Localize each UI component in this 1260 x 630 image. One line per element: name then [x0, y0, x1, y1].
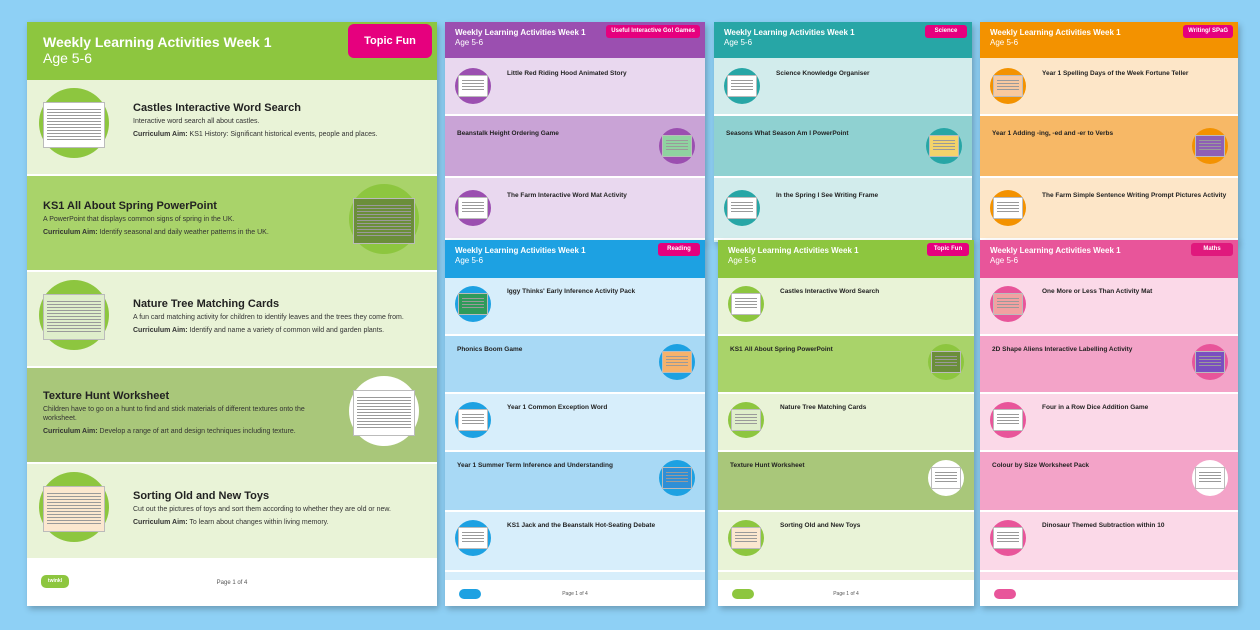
resource-preview-image [458, 409, 488, 431]
page-header [445, 240, 705, 278]
worksheet-reading [445, 240, 705, 606]
resource-preview-image [731, 527, 761, 549]
activity-row [980, 278, 1238, 336]
activity-row [718, 394, 974, 452]
age-label: Age 5-6 [455, 256, 484, 265]
resource-preview-image [731, 293, 761, 315]
resource-preview-image [458, 197, 488, 219]
resource-preview-image [662, 467, 692, 489]
activity-title: KS1 Jack and the Beanstalk Hot-Seating Debate [507, 522, 656, 529]
page-title: Weekly Learning Activities Week 1 [455, 246, 586, 255]
activity-row [27, 176, 437, 272]
activity-row [445, 116, 705, 178]
activity-row [27, 272, 437, 368]
activity-title: Nature Tree Matching Cards [780, 404, 867, 411]
activity-description: Cut out the pictures of toys and sort them according to whether they are old or new. [133, 506, 391, 513]
page-number: Page 1 of 4 [833, 591, 859, 597]
activity-row [718, 336, 974, 394]
activity-title: Year 1 Summer Term Inference and Understanding [457, 462, 613, 469]
activity-row [980, 116, 1238, 178]
worksheet-writing-spag [980, 22, 1238, 242]
curriculum-aim-text: Identify seasonal and daily weather patterns in the UK. [99, 229, 269, 236]
activity-title: Beanstalk Height Ordering Game [457, 130, 559, 137]
activity-row [445, 452, 705, 512]
page-footer [27, 566, 437, 606]
curriculum-aim [133, 130, 425, 139]
resource-preview-image [727, 75, 757, 97]
page-header [718, 240, 974, 278]
curriculum-aim [43, 228, 337, 237]
subject-tag: Reading [658, 243, 700, 256]
activity-title: Nature Tree Matching Cards [133, 298, 280, 310]
page-title: Weekly Learning Activities Week 1 [455, 28, 586, 37]
activity-title: Castles Interactive Word Search [780, 288, 880, 295]
page-header [714, 22, 972, 58]
activity-title: Iggy Thinks' Early Inference Activity Pack [507, 288, 636, 295]
page-title: Weekly Learning Activities Week 1 [990, 246, 1121, 255]
curriculum-aim [133, 326, 425, 335]
activity-description: Children have to go on a hunt to find and stick materials of different textures onto the worksheet. [43, 406, 305, 422]
curriculum-aim-label: Curriculum Aim: [43, 229, 98, 236]
activity-title: One More or Less Than Activity Mat [1042, 288, 1153, 295]
activity-description: A fun card matching activity for children to identify leaves and the trees they come from. [133, 314, 404, 321]
toys-picture [43, 486, 105, 532]
activity-row [980, 512, 1238, 572]
resource-preview-image [931, 351, 961, 373]
page-header [980, 22, 1238, 58]
resource-preview-image [931, 467, 961, 489]
page-header [980, 240, 1238, 278]
curriculum-aim-text: KS1 History: Significant historical events, people and places. [189, 131, 378, 138]
activity-title: Seasons What Season Am I PowerPoint [726, 130, 849, 137]
activity-row [714, 116, 972, 178]
spring-tree-picture [353, 198, 415, 244]
activity-title: Texture Hunt Worksheet [730, 462, 805, 469]
curriculum-aim-label: Curriculum Aim: [133, 327, 188, 334]
age-label: Age 5-6 [990, 38, 1019, 47]
activity-row [718, 278, 974, 336]
resource-preview-image [993, 293, 1023, 315]
page-footer [980, 580, 1238, 606]
worksheet-maths [980, 240, 1238, 606]
twinkl-logo: twinkl [41, 575, 69, 588]
activity-description: A PowerPoint that displays common signs of spring in the UK. [43, 216, 235, 223]
age-label: Age 5-6 [728, 256, 757, 265]
worksheet-go-games [445, 22, 705, 242]
activity-title: Castles Interactive Word Search [133, 102, 301, 114]
age-label: Age 5-6 [724, 38, 753, 47]
resource-preview-image [993, 527, 1023, 549]
activity-title: Sorting Old and New Toys [780, 522, 861, 529]
page-number: Page 1 of 4 [562, 591, 588, 597]
activity-row [980, 58, 1238, 116]
resource-preview-image [662, 351, 692, 373]
resource-preview-image [727, 197, 757, 219]
activity-title: Dinosaur Themed Subtraction within 10 [1042, 522, 1165, 529]
resource-preview-image [993, 197, 1023, 219]
age-label: Age 5-6 [43, 50, 93, 66]
subject-tag: Writing/ SPaG [1183, 25, 1233, 38]
activity-row [27, 464, 437, 560]
resource-preview-image [1195, 467, 1225, 489]
subject-tag: Useful Interactive Go! Games [606, 25, 700, 38]
activity-title: Little Red Riding Hood Animated Story [507, 70, 627, 77]
worksheet-topic-fun-large [27, 22, 437, 606]
worksheet-topic-fun-small [718, 240, 974, 606]
resource-preview-image [458, 293, 488, 315]
activity-description: Interactive word search all about castles. [133, 118, 260, 125]
activity-row [980, 452, 1238, 512]
tree-cards-picture [43, 294, 105, 340]
page-title: Weekly Learning Activities Week 1 [728, 246, 859, 255]
curriculum-aim-text: Develop a range of art and design techniques including texture. [99, 428, 296, 435]
resource-preview-image [458, 75, 488, 97]
curriculum-aim-text: Identify and name a variety of common wild and garden plants. [189, 327, 385, 334]
activity-title: KS1 All About Spring PowerPoint [43, 200, 217, 212]
activity-row [714, 58, 972, 116]
activity-row [445, 278, 705, 336]
activity-title: The Farm Interactive Word Mat Activity [507, 192, 627, 199]
activity-row [445, 178, 705, 240]
curriculum-aim [133, 518, 425, 527]
activity-title: 2D Shape Aliens Interactive Labelling Activity [992, 346, 1133, 353]
resource-preview-image [929, 135, 959, 157]
activity-title: Year 1 Common Exception Word [507, 404, 608, 411]
twinkl-logo [994, 589, 1016, 599]
resource-preview-image [43, 102, 105, 148]
activity-title: Sorting Old and New Toys [133, 490, 270, 502]
activity-row [718, 452, 974, 512]
subject-tag: Maths [1191, 243, 1233, 256]
activity-title: Phonics Boom Game [457, 346, 523, 353]
resource-preview-image [731, 409, 761, 431]
resource-preview-image [993, 409, 1023, 431]
worksheet-science [714, 22, 972, 242]
age-label: Age 5-6 [455, 38, 484, 47]
activity-title: In the Spring I See Writing Frame [776, 192, 879, 199]
activity-title: Colour by Size Worksheet Pack [992, 462, 1090, 469]
activity-row [27, 80, 437, 176]
resource-preview-image [1195, 351, 1225, 373]
resource-preview-image [1195, 135, 1225, 157]
activity-row [445, 512, 705, 572]
curriculum-aim-label: Curriculum Aim: [43, 428, 98, 435]
activity-row [445, 336, 705, 394]
page-number: Page 1 of 4 [216, 580, 248, 586]
curriculum-aim-text: To learn about changes within living memory. [189, 519, 329, 526]
page-title: Weekly Learning Activities Week 1 [990, 28, 1121, 37]
activity-row [980, 394, 1238, 452]
activity-title: The Farm Simple Sentence Writing Prompt Pictures Activity [1042, 192, 1227, 199]
page-title: Weekly Learning Activities Week 1 [43, 34, 272, 50]
activity-title: Year 1 Spelling Days of the Week Fortune Teller [1042, 70, 1189, 77]
page-footer [718, 580, 974, 606]
activity-title: Science Knowledge Organiser [776, 70, 870, 77]
subject-tag: Topic Fun [348, 24, 432, 58]
activity-title: Four in a Row Dice Addition Game [1042, 404, 1149, 411]
subject-tag: Topic Fun [927, 243, 969, 256]
activity-row [445, 394, 705, 452]
activity-row [980, 336, 1238, 394]
resource-preview-image [993, 75, 1023, 97]
curriculum-aim-label: Curriculum Aim: [133, 131, 188, 138]
resource-preview-image [458, 527, 488, 549]
curriculum-aim [43, 427, 337, 436]
subject-tag: Science [925, 25, 967, 38]
page-footer [445, 580, 705, 606]
activity-row [445, 58, 705, 116]
worksheet-picture [353, 390, 415, 436]
activity-row [980, 178, 1238, 240]
activity-row [27, 368, 437, 464]
activity-title: Year 1 Adding -ing, -ed and -er to Verbs [992, 130, 1114, 137]
activity-row [718, 512, 974, 572]
age-label: Age 5-6 [990, 256, 1019, 265]
page-title: Weekly Learning Activities Week 1 [724, 28, 855, 37]
resource-preview-image [662, 135, 692, 157]
activity-title: KS1 All About Spring PowerPoint [730, 346, 833, 353]
activity-row [714, 178, 972, 240]
page-header [27, 22, 437, 80]
activity-title: Texture Hunt Worksheet [43, 390, 170, 402]
page-header [445, 22, 705, 58]
curriculum-aim-label: Curriculum Aim: [133, 519, 188, 526]
